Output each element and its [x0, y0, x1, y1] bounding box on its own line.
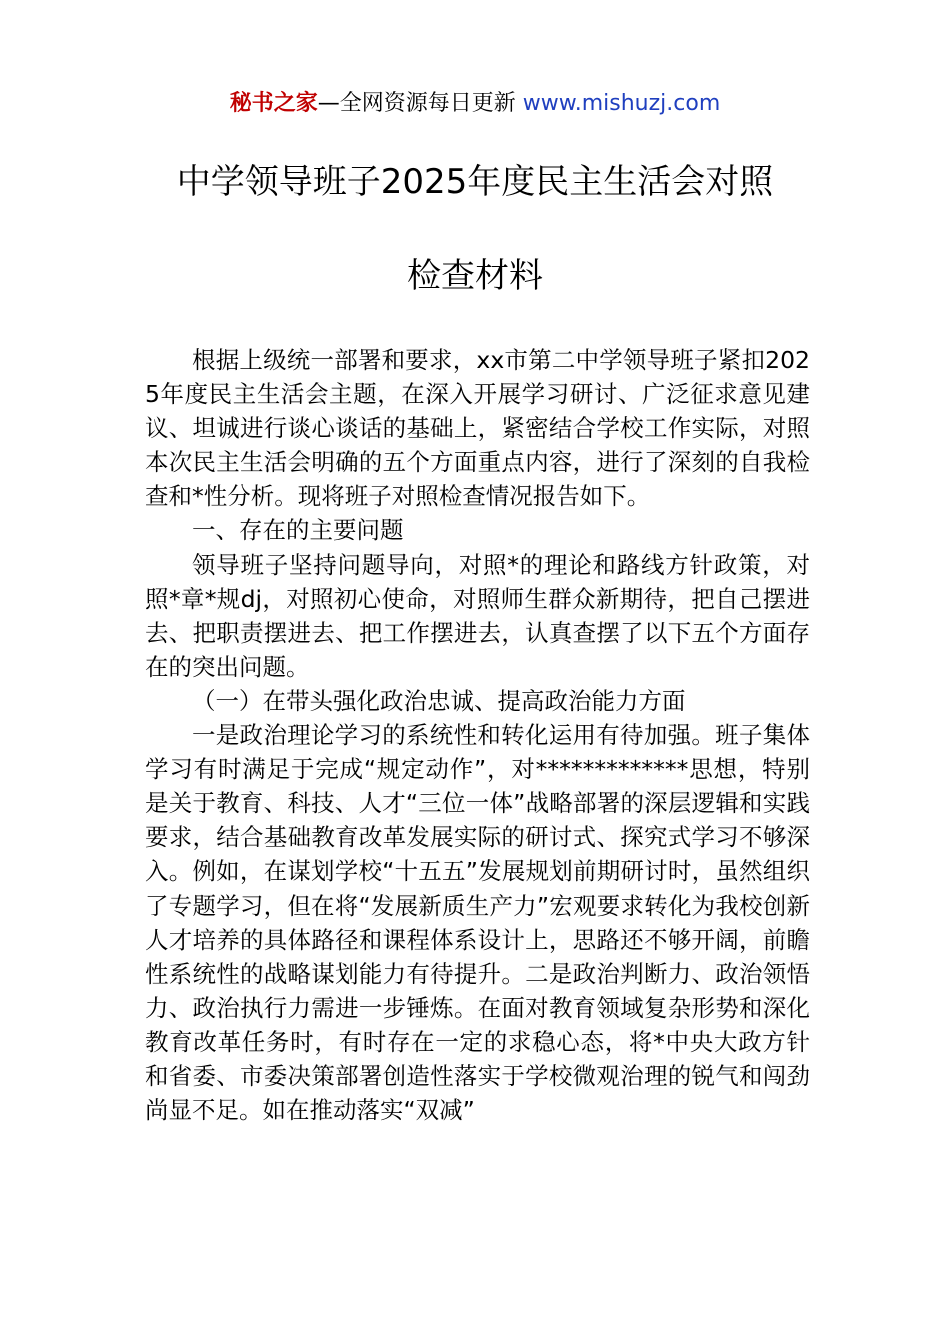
brand-name: 秘书之家	[229, 91, 318, 116]
header-tagline: —全网资源每日更新	[317, 91, 523, 116]
section-heading: 一、存在的主要问题	[192, 516, 404, 545]
site-header	[0, 86, 950, 122]
subsection-heading: （一）在带头强化政治忠诚、提高政治能力方面	[192, 686, 686, 715]
section-intro-paragraph: 领导班子坚持问题导向，对照*的理论和路线方针政策，对照*章*规dj，对照初心使命，对照师生群众新期待，把自己摆进去、把职责摆进去、把工作摆进去，认真查摆了以下五个方面存在的突出问题。	[145, 550, 810, 681]
title-line-1: 中学领导班子2025年度民主生活会对照	[176, 162, 774, 202]
document-title	[120, 154, 830, 304]
subsection-paragraph: 一是政治理论学习的系统性和转化运用有待加强。班子集体学习有时满足于完成“规定动作”，对*************思想，特别是关于教育、科技、人才“三位一体”战略部署的深层逻辑和实践要求，结合基础教育改革发展实际的研讨式、探究式学习不够深入。例如，在谋划学校“十五五”发展规划前期研讨时，虽然组织了专题学习，但在将“发展新质生产力”宏观要求转化为我校创新人才培养的具体路径和课程体系设计上，思路还不够开阔，前瞻性系统性的战略谋划能力有待提升。二是政治判断力、政治领悟力、政治执行力需进一步锤炼。在面对教育领域复杂形势和深化教育改革任务时，有时存在一定的求稳心态，将*中央大政方针和省委、市委决策部署创造性落实于学校微观治理的锐气和闯劲尚显不足。如在推动落实“双减”	[145, 721, 810, 1125]
site-url[interactable]: www.mishuzj.com	[522, 91, 721, 116]
intro-paragraph: 根据上级统一部署和要求，xx市第二中学领导班子紧扣2025年度民主生活会主题，在深入开展学习研讨、广泛征求意见建议、坦诚进行谈心谈话的基础上，紧密结合学校工作实际，对照本次民主生活会明确的五个方面重点内容，进行了深刻的自我检查和*性分析。现将班子对照检查情况报告如下。	[145, 346, 810, 511]
document-body	[145, 343, 810, 1127]
title-line-2: 检查材料	[407, 256, 543, 296]
